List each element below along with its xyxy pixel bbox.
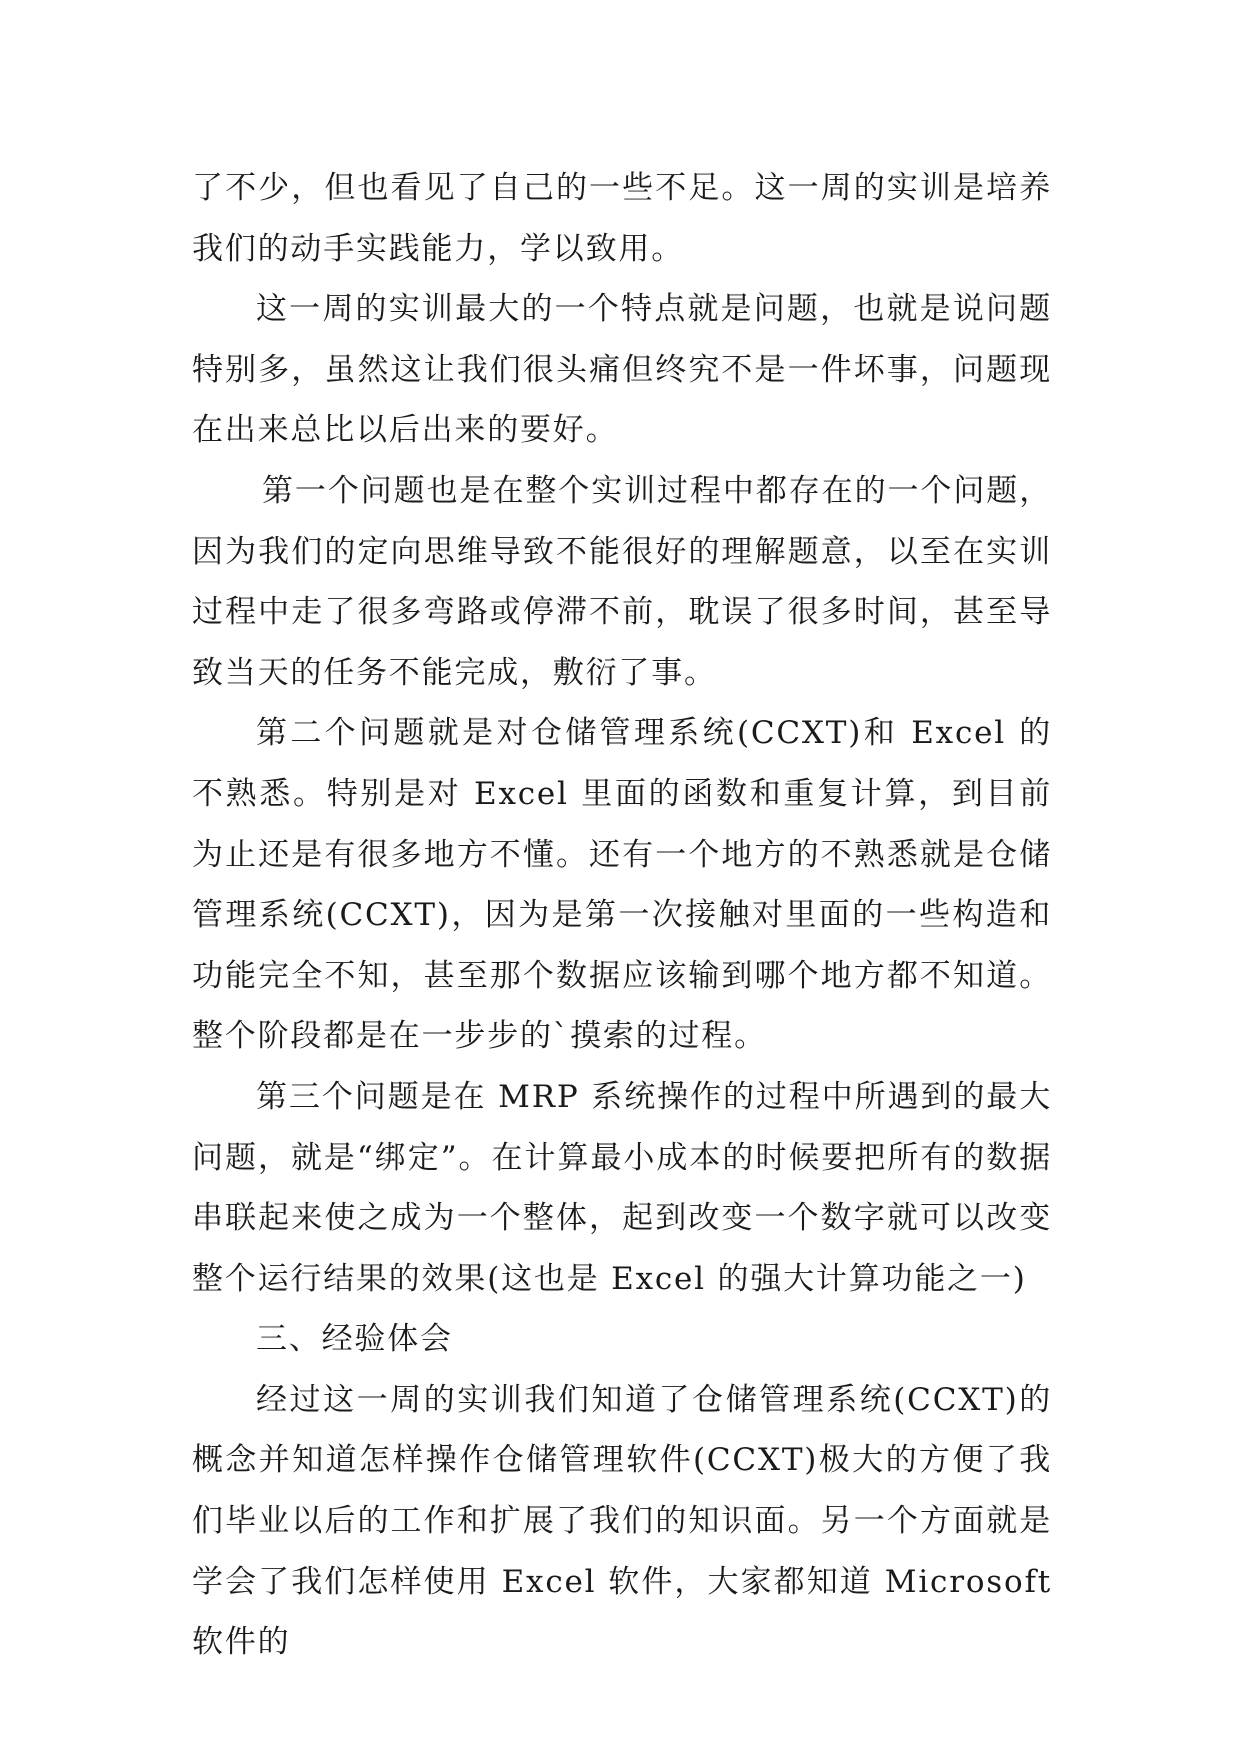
paragraph-third-problem: 第三个问题是在 MRP 系统操作的过程中所遇到的最大问题，就是“绑定”。在计算最小成本的时候要把所有的数据串联起来使之成为一个整体，起到改变一个数字就可以改变整个运行结果的效果(这也是 Excel 的强大计算功能之一) xyxy=(192,1078,1052,1297)
paragraph-experience: 经过这一周的实训我们知道了仓储管理系统(CCXT)的概念并知道怎样操作仓储管理软件(CCXT)极大的方便了我们毕业以后的工作和扩展了我们的知识面。另一个方面就是学会了我们怎样使用 Excel 软件，大家都知道 Microsoft 软件的 xyxy=(192,1381,1052,1661)
paragraph-problems-intro: 这一周的实训最大的一个特点就是问题，也就是说问题特别多，虽然这让我们很头痛但终究不是一件坏事，问题现在出来总比以后出来的要好。 xyxy=(192,291,1052,449)
document-body xyxy=(192,158,1052,1673)
paragraph-first-problem: 第一个问题也是在整个实训过程中都存在的一个问题，因为我们的定向思维导致不能很好的理解题意，以至在实训过程中走了很多弯路或停滞不前，耽误了很多时间，甚至导致当天的任务不能完成，敷衍了事。 xyxy=(192,472,1052,691)
paragraph-second-problem: 第二个问题就是对仓储管理系统(CCXT)和 Excel 的不熟悉。特别是对 Excel 里面的函数和重复计算，到目前为止还是有很多地方不懂。还有一个地方的不熟悉就是仓储管理系统(CCXT)，因为是第一次接触对里面的一些构造和功能完全不知，甚至那个数据应该输到哪个地方都不知道。整个阶段都是在一步步的`摸索的过程。 xyxy=(192,715,1052,1055)
paragraph-continuation: 了不少，但也看见了自己的一些不足。这一周的实训是培养我们的动手实践能力，学以致用。 xyxy=(192,170,1052,267)
section-heading-experience: 三、经验体会 xyxy=(256,1321,453,1358)
